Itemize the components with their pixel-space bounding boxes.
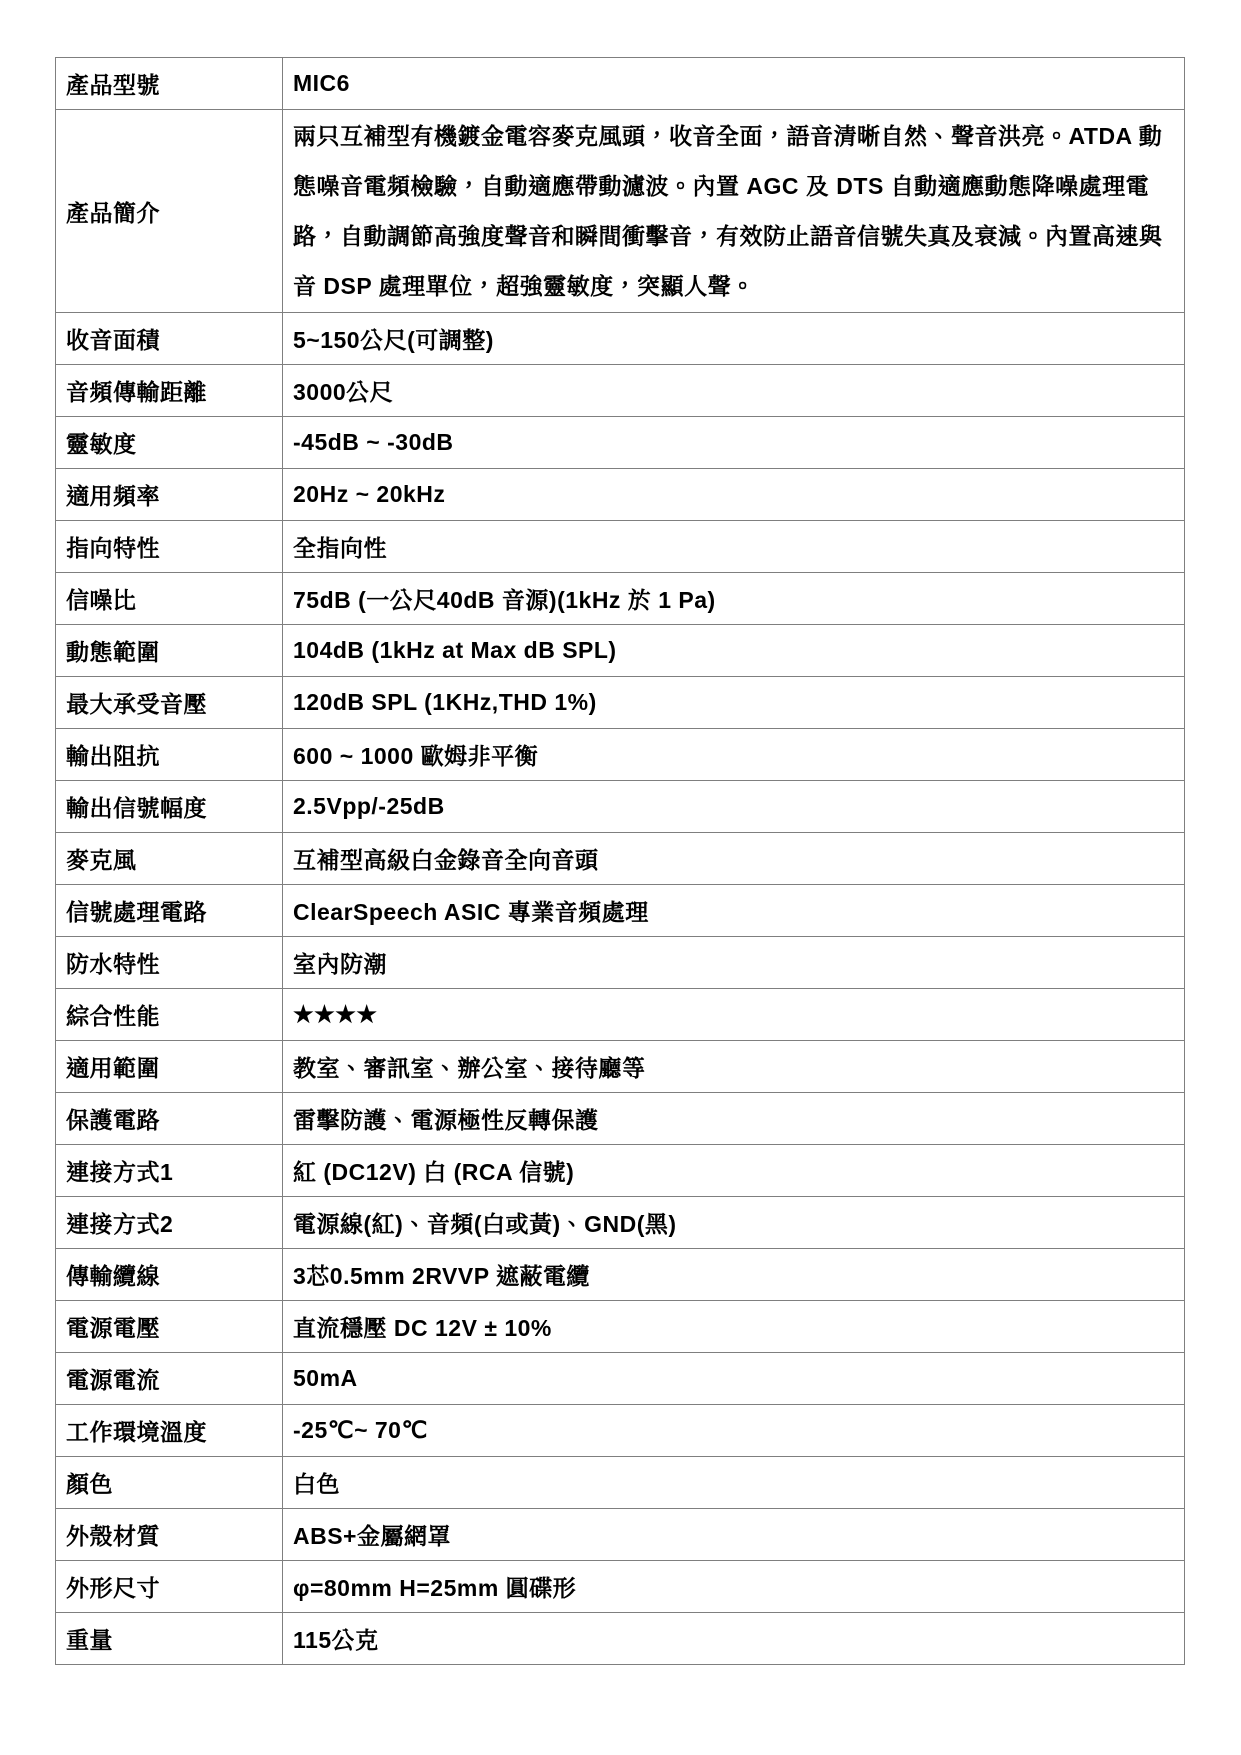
spec-value: 50mA <box>283 1353 1185 1405</box>
spec-table-row <box>56 1353 1185 1405</box>
spec-value: 3000公尺 <box>283 365 1185 417</box>
spec-label: 輸出阻抗 <box>56 729 283 781</box>
spec-value: -45dB ~ -30dB <box>283 417 1185 469</box>
product-spec-table <box>55 57 1185 1665</box>
spec-label: 音頻傳輸距離 <box>56 365 283 417</box>
spec-value: 全指向性 <box>283 521 1185 573</box>
spec-value: φ=80mm H=25mm 圓碟形 <box>283 1561 1185 1613</box>
spec-table-row <box>56 417 1185 469</box>
spec-value: 600 ~ 1000 歐姆非平衡 <box>283 729 1185 781</box>
spec-value: 115公克 <box>283 1613 1185 1665</box>
spec-table-row <box>56 1301 1185 1353</box>
spec-table-row <box>56 1145 1185 1197</box>
spec-label: 綜合性能 <box>56 989 283 1041</box>
spec-value: 5~150公尺(可調整) <box>283 313 1185 365</box>
spec-value: 室內防潮 <box>283 937 1185 989</box>
spec-value: 2.5Vpp/-25dB <box>283 781 1185 833</box>
spec-table-row <box>56 1613 1185 1665</box>
spec-table-row <box>56 677 1185 729</box>
spec-label: 傳輸纜線 <box>56 1249 283 1301</box>
spec-table-row <box>56 1509 1185 1561</box>
spec-table-row <box>56 313 1185 365</box>
spec-label: 連接方式2 <box>56 1197 283 1249</box>
spec-label: 外殼材質 <box>56 1509 283 1561</box>
spec-label: 連接方式1 <box>56 1145 283 1197</box>
spec-label: 最大承受音壓 <box>56 677 283 729</box>
spec-table-row <box>56 58 1185 110</box>
product-spec-table-body <box>56 58 1185 1665</box>
spec-value: 白色 <box>283 1457 1185 1509</box>
spec-table-row <box>56 781 1185 833</box>
spec-label: 指向特性 <box>56 521 283 573</box>
spec-value: 紅 (DC12V) 白 (RCA 信號) <box>283 1145 1185 1197</box>
spec-value: 雷擊防護、電源極性反轉保護 <box>283 1093 1185 1145</box>
spec-value: ★★★★ <box>283 989 1185 1041</box>
spec-value: MIC6 <box>283 58 1185 110</box>
spec-value: ClearSpeech ASIC 專業音頻處理 <box>283 885 1185 937</box>
spec-label: 防水特性 <box>56 937 283 989</box>
spec-label: 信噪比 <box>56 573 283 625</box>
spec-table-row <box>56 729 1185 781</box>
spec-value: 互補型高級白金錄音全向音頭 <box>283 833 1185 885</box>
spec-value: -25℃~ 70℃ <box>283 1405 1185 1457</box>
spec-table-row <box>56 1041 1185 1093</box>
spec-table-row <box>56 365 1185 417</box>
spec-label: 適用頻率 <box>56 469 283 521</box>
spec-table-row <box>56 521 1185 573</box>
spec-label: 靈敏度 <box>56 417 283 469</box>
spec-label: 電源電流 <box>56 1353 283 1405</box>
spec-label: 適用範圍 <box>56 1041 283 1093</box>
spec-label: 麥克風 <box>56 833 283 885</box>
spec-label: 信號處理電路 <box>56 885 283 937</box>
spec-label: 顏色 <box>56 1457 283 1509</box>
spec-table-row <box>56 1405 1185 1457</box>
spec-table-row <box>56 469 1185 521</box>
spec-value: 120dB SPL (1KHz,THD 1%) <box>283 677 1185 729</box>
spec-label: 保護電路 <box>56 1093 283 1145</box>
spec-label: 外形尺寸 <box>56 1561 283 1613</box>
spec-table-row <box>56 989 1185 1041</box>
spec-value: ABS+金屬網罩 <box>283 1509 1185 1561</box>
spec-value: 直流穩壓 DC 12V ± 10% <box>283 1301 1185 1353</box>
spec-table-row <box>56 1249 1185 1301</box>
spec-table-row <box>56 833 1185 885</box>
spec-table-row <box>56 937 1185 989</box>
spec-table-row <box>56 1197 1185 1249</box>
spec-value: 3芯0.5mm 2RVVP 遮蔽電纜 <box>283 1249 1185 1301</box>
spec-label: 工作環境溫度 <box>56 1405 283 1457</box>
spec-value: 104dB (1kHz at Max dB SPL) <box>283 625 1185 677</box>
spec-label: 輸出信號幅度 <box>56 781 283 833</box>
spec-value: 兩只互補型有機鍍金電容麥克風頭，收音全面，語音清晰自然、聲音洪亮。ATDA 動態噪音電頻檢驗，自動適應帶動濾波。內置 AGC 及 DTS 自動適應動態降噪處理電路，自動調節高強度聲音和瞬間衝擊音，有效防止語音信號失真及衰減。內置高速與音 DSP 處理單位，超強靈敏度，突顯人聲。 <box>283 110 1185 313</box>
spec-table-row <box>56 1561 1185 1613</box>
spec-label: 收音面積 <box>56 313 283 365</box>
spec-table-row <box>56 625 1185 677</box>
spec-value: 教室、審訊室、辦公室、接待廳等 <box>283 1041 1185 1093</box>
spec-value: 75dB (一公尺40dB 音源)(1kHz 於 1 Pa) <box>283 573 1185 625</box>
spec-value: 電源線(紅)、音頻(白或黃)、GND(黑) <box>283 1197 1185 1249</box>
spec-table-row <box>56 573 1185 625</box>
spec-label: 產品簡介 <box>56 110 283 313</box>
spec-label: 動態範圍 <box>56 625 283 677</box>
spec-value: 20Hz ~ 20kHz <box>283 469 1185 521</box>
spec-table-row <box>56 1093 1185 1145</box>
spec-table-row <box>56 885 1185 937</box>
spec-label: 重量 <box>56 1613 283 1665</box>
spec-label: 電源電壓 <box>56 1301 283 1353</box>
spec-label: 產品型號 <box>56 58 283 110</box>
spec-table-row <box>56 110 1185 313</box>
spec-table-row <box>56 1457 1185 1509</box>
